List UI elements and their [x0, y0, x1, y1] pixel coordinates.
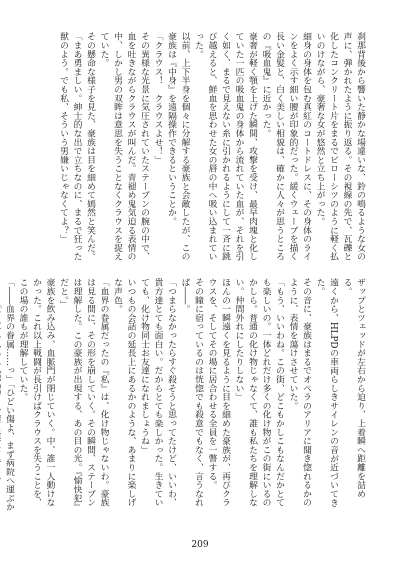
- paragraph: 細身の身体を包む真紅のコートドレスに、その身体のラインをよく示す細い腰が印象的だった。緩くウェーブを描く長い金髪と、白く美しい相貌は、確かに人々が思うところの『吸血鬼』に近かった。: [260, 32, 311, 261]
- text-block-top: [34, 32, 366, 268]
- paragraph: 豪奢が軽く顎を上げた瞬間、攻撃を受け、最早肉塊と化していた一匹の吸血鬼の身体から流れていた血が、それを引く如く、まるで見えない糸に引かれるようにして一斉に跳び越えると、鮮血を思わせた女の唇の中へ吸い込まれていった。: [193, 32, 257, 261]
- paragraph: 以前、上下半身を個々に分解する豪族と会敵したが、この豪族は『中身』を遠隔操作できるということか。: [166, 32, 190, 261]
- paragraph: ほんの一瞬遠くを見るように目を細めた豪族が、再びクラウスを、そしてその場に居合わせる全員を一瞥する。: [206, 278, 230, 507]
- paragraph: いつもの会話の延長上にあるかのような、あまりに楽しげな声色。: [112, 278, 136, 507]
- paragraph: 「つまらなかったらすぐ殺そうと思ってたけど、いいわ、貴方達とても面白い。だからとても楽しかった。生きていても、化け物同士お友達になれましょうね」: [139, 278, 176, 507]
- paragraph: 「もう、いいわね。この街、どこもかしこもなんだかとても楽しいの。一体どれだけ多くの化け物がこの街にいるのかしら。普通の化け物じゃなくて、誰も私たちを理解しない。仲間外れにしたりしない」: [233, 278, 284, 507]
- page-number: 209: [191, 540, 209, 550]
- paragraph: その瞳に宿っているのは恍惚でも殺意でもなく、言うなれば――。: [179, 278, 203, 507]
- paragraph: 刹那背後から響いた静かな場違いな、鈴の鳴るような女の声に、弾かれたように振り返る。その視線の先で、瓦礫と化したコンクリート片をまるでビローシツのように軽く払いのけながら、豪奢な女が悠然と立ち上がった。: [314, 32, 365, 261]
- paragraph: 「――血界の眷属……っ」「ひどい傷よ、まず病院へ運ぶか: [4, 278, 14, 512]
- text-block-bottom: [4, 278, 366, 514]
- paragraph: 「まあ勇ましい。紳士的な出で立ちなのに、まるで狂った獣のよう。でも私、そういう男嫌いじゃなくてよ？」: [58, 32, 82, 261]
- paragraph: 「クラウス！ クラウスよせ！」: [152, 32, 163, 164]
- paragraph: ザップとツェッドが左右から迫り、上着瞬へ距離を詰める。: [341, 278, 365, 498]
- paragraph: 豪族を飲み込み、血脈門が閉じていく。中、誰一人動けなかった。これ以上戦闘が長引けばクラウスを失うことを、この場の誰もが理解していた。: [17, 278, 55, 507]
- paragraph: 遠くから、HLPDの車両らしきサイレンの音が近づいてきた。: [314, 278, 338, 507]
- paragraph: 「血界の眷属だったの『私』は、化け物じゃないわ。豪族は見る間に、その形を崩していく。その瞬間、ステーブンは理解した。この豪族が出現する、あの目の光。『愉快犯』だと。」: [58, 278, 109, 512]
- paragraph: その音に、豪族はまるでオペラのアリアに聞き惚れるかのように、表情を蕩けさせていた。: [287, 278, 311, 507]
- paragraph: その異様な光景に気圧されていたステーブンの腕の中で、血を吐きながらクラウスが叫んだ。青褪め鬼気迫る表情の中、しかし男の双眸は意思を失うことなくクラウスを捉えていた。: [98, 32, 149, 261]
- paragraph: その懸命な様子を見た、豪族は目を細めて嫣然と笑んだ。: [85, 32, 95, 261]
